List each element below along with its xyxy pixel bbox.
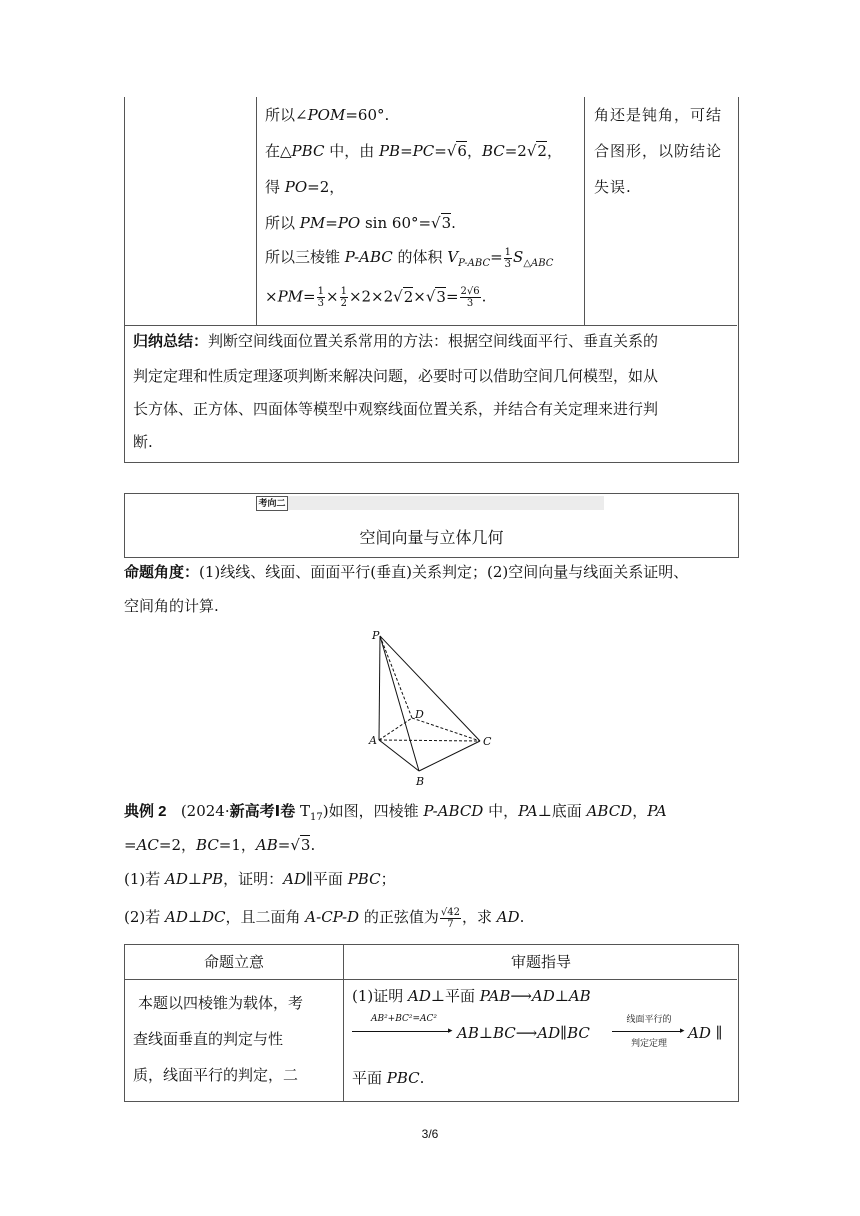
solution-line-2: 在△PBC 中，由 PB=PC=√6，BC=2√2， [265,142,562,160]
header-guidance: 审题指导 [510,954,571,971]
guidance-arrow-1: AB²+BC²=AC² ▸ [352,1014,456,1042]
top-table-row-divider [124,325,737,326]
guidance-arrow-2: 线面平行的 ▸ 判定定理 [612,1014,686,1056]
page-number: 3/6 [421,1127,439,1141]
section-tag-bar [256,496,604,510]
remark-line-1: 角还是钝角，可结 [594,106,723,124]
solution-line-3: 得 PO=2， [265,178,345,196]
label-P: P [372,629,380,642]
summary-line-4: 断. [133,433,153,451]
solution-line-1: 所以∠POM=60°. [265,106,390,124]
summary-line-3: 长方体、正方体、四面体等模型中观察线面位置关系，并结合有关定理来进行判 [133,400,659,418]
proposition-line-2: 查线面垂直的判定与性 [133,1030,284,1048]
solution-line-6: ×PM= $\frac{1}{3}$ × $\frac{1}{2}$ ×2×2√2×√3= $\frac{2√6}{3}$ . [265,286,487,309]
edge-BC [419,741,480,771]
label-B: B [416,775,425,788]
guidance-line-2-end: AD ∥ [688,1024,723,1042]
example-line-2: =AC=2，BC=1，AB=√3. [124,836,316,854]
remark-line-3: 失误. [594,178,632,196]
arrow-2-top: 线面平行的 [626,1014,672,1024]
edge-PD [380,636,412,718]
guidance-line-3: 平面 PBC. [352,1069,425,1087]
section-tag: 考向二 [256,496,288,511]
edge-PA [379,636,380,740]
proposition-line-3: 质，线面平行的判定，二 [133,1066,299,1084]
solution-line-5: 所以三棱锥 P-ABC 的体积 $V_{P-ABC}=$ $\frac{1}{3}$ $S_{\triangle ABC}$ [265,246,554,270]
question-2: (2)若 AD⊥DC，且二面角 A-CP-D 的正弦值为 $\frac{√42}{7}$ ，求 AD. [124,906,525,930]
edge-AC [379,740,480,741]
section-title: 空间向量与立体几何 [359,530,504,547]
angle-line-2: 空间角的计算. [124,597,219,615]
summary-label: 归纳总结： [133,333,209,350]
arrow-1-label: AB²+BC²=AC² [370,1014,438,1024]
top-table-col-divider-2 [584,97,585,325]
example-label: 典例 2 [124,803,167,820]
solution-line-4: 所以 PM=PO sin 60°=√3. [265,214,456,232]
bottom-table-header-divider [124,979,737,980]
guidance-line-1: (1)证明 AD⊥平面 PAB⟶AD⊥AB [352,987,591,1005]
arrow-2-bottom: 判定定理 [630,1038,667,1048]
label-A: A [369,734,377,747]
angle-line-1: 命题角度：(1)线线、线面、面面平行(垂直)关系判定；(2)空间向量与线面关系证明、 [124,563,689,581]
label-C: C [483,735,492,748]
label-D: D [415,708,424,721]
summary-line-2: 判定定理和性质定理逐项判断来解决问题，必要时可以借助空间几何模型，如从 [133,367,659,385]
pyramid-figure [360,625,500,790]
question-1: (1)若 AD⊥PB，证明：AD∥平面 PBC； [124,870,396,888]
edge-AB [379,740,419,771]
header-proposition: 命题立意 [203,954,264,971]
summary-line-1: 归纳总结：判断空间线面位置关系常用的方法：根据空间线面平行、垂直关系的 [133,332,659,350]
proposition-line-1: 本题以四棱锥为载体，考 [138,994,304,1012]
top-table-col-divider-1 [256,97,257,325]
angle-label: 命题角度： [124,564,200,581]
example-line-1: 典例 2 (2024·新高考Ⅰ卷 $T_{17}$)如图，四棱锥 P-ABCD 中，PA⊥底面 ABCD，PA [124,802,667,823]
edge-DC [412,718,480,741]
guidance-line-2-mid: AB⊥BC⟶AD∥BC [457,1024,590,1042]
remark-line-2: 合图形，以防结论 [594,142,723,160]
